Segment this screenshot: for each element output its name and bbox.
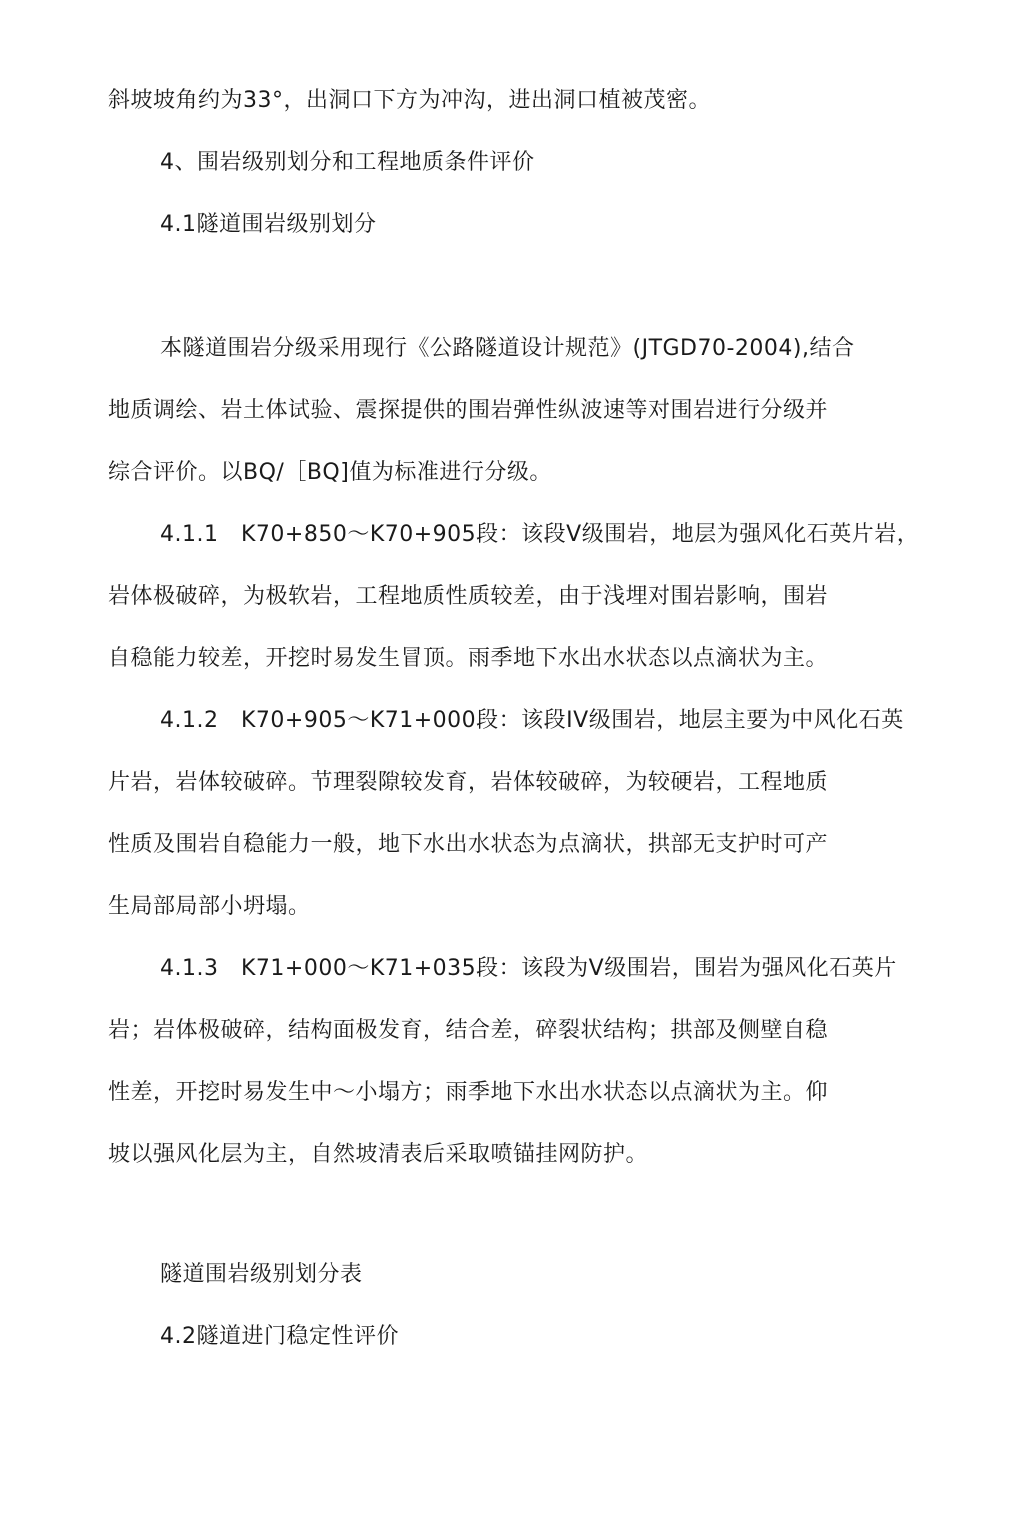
paragraph-line: 斜坡坡角约为33°，出洞口下方为冲沟，进出洞口植被茂密。 — [108, 88, 711, 113]
table-caption: 隧道围岩级别划分表 — [160, 1262, 363, 1287]
paragraph-line: 4.1.2 K70+905～K71+000段：该段IV级围岩，地层主要为中风化石英 — [160, 708, 904, 733]
paragraph-line: 片岩，岩体较破碎。节理裂隙较发育，岩体较破碎，为较硬岩，工程地质 — [108, 770, 829, 795]
paragraph-line: 性差，开挖时易发生中～小塌方；雨季地下水出水状态以点滴状为主。仰 — [108, 1080, 829, 1105]
paragraph-line: 4.1.1 K70+850～K70+905段：该段V级围岩，地层为强风化石英片岩， — [160, 522, 920, 547]
subsection-heading: 4.2隧道进门稳定性评价 — [160, 1324, 399, 1349]
paragraph-line: 4.1.3 K71+000～K71+035段：该段为V级围岩，围岩为强风化石英片 — [160, 956, 897, 981]
paragraph-line: 坡以强风化层为主，自然坡清表后采取喷锚挂网防护。 — [108, 1142, 649, 1167]
paragraph-line: 本隧道围岩分级采用现行《公路隧道设计规范》(JTGD70-2004),结合 — [160, 336, 855, 361]
subsection-heading: 4.1隧道围岩级别划分 — [160, 212, 377, 237]
paragraph-line: 综合评价。以BQ/［BQ]值为标准进行分级。 — [108, 460, 552, 485]
paragraph-line: 岩；岩体极破碎，结构面极发育，结合差，碎裂状结构；拱部及侧壁自稳 — [108, 1018, 829, 1043]
paragraph-line: 自稳能力较差，开挖时易发生冒顶。雨季地下水出水状态以点滴状为主。 — [108, 646, 829, 671]
paragraph-line: 岩体极破碎，为极软岩，工程地质性质较差，由于浅埋对围岩影响，围岩 — [108, 584, 829, 609]
paragraph-line: 性质及围岩自稳能力一般，地下水出水状态为点滴状，拱部无支护时可产 — [108, 832, 829, 857]
paragraph-line: 地质调绘、岩土体试验、震探提供的围岩弹性纵波速等对围岩进行分级并 — [108, 398, 829, 423]
section-heading: 4、围岩级别划分和工程地质条件评价 — [160, 150, 535, 175]
paragraph-line: 生局部局部小坍塌。 — [108, 894, 311, 919]
